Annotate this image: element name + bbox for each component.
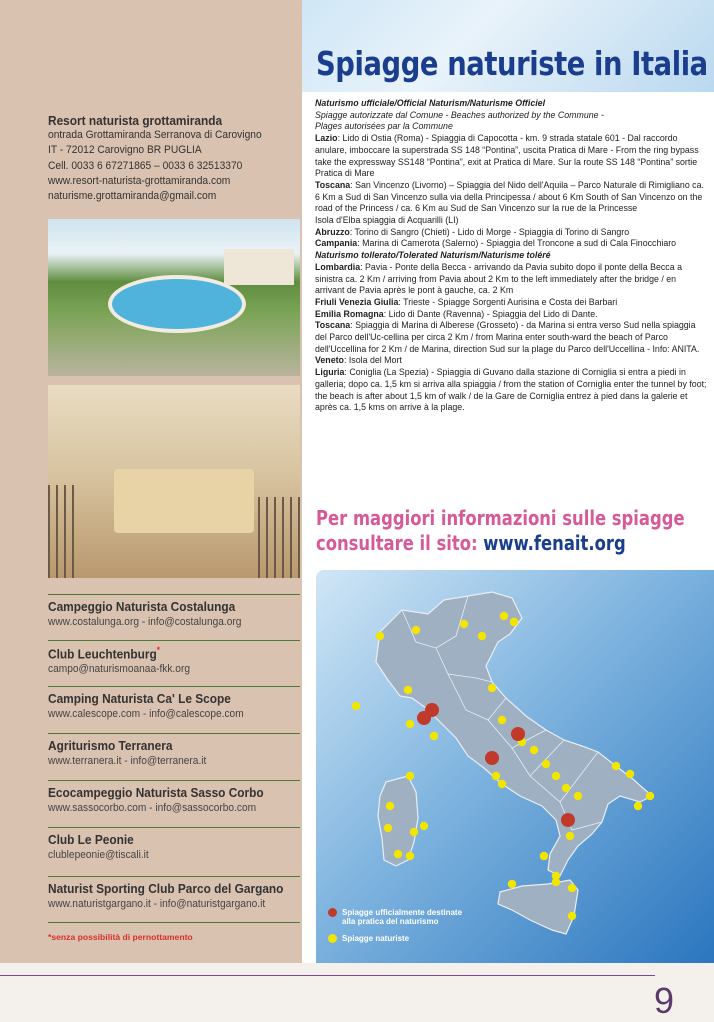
resort-phone: Cell. 0033 6 67271865 – 0033 6 32513370 <box>48 159 243 172</box>
naturist-beach-marker <box>568 912 576 920</box>
resort-email: naturisme.grottamiranda@gmail.com <box>48 190 217 203</box>
beach-description: : San Vincenzo (Livorno) – Spiaggia del Nido dell'Aquila – Parco Naturale di Rimigliano ca. 6 Km a Sud di San Vincenzo sulla via della Principessa / about 6 Km South of San Vincenzo on the road of the Princess / ca. 6 Km au Sud de San Vincenzo sur la rue de la Princesse <box>315 179 704 215</box>
beach-description: : Pavia - Ponte della Becca - arrivando da Pavia subito dopo il ponte della Becca a sinistra ca. 2 Km / arriving from Pavia about 2 Km to the left immediately after the bridge / en arrivant de Pavia après le pont à gauche, ca. 2 Km <box>315 261 682 297</box>
page-rule <box>0 975 655 976</box>
listing-contact: www.terranera.it - info@terranera.it <box>48 755 207 767</box>
page-title: Spiagge naturiste in Italia <box>316 44 708 83</box>
naturist-beach-marker <box>406 772 414 780</box>
listing-contact: www.sassocorbo.com - info@sassocorbo.com <box>48 802 257 814</box>
legend-item <box>328 934 472 943</box>
listing-name: Ecocampeggio Naturista Sasso Corbo <box>48 785 264 800</box>
beach-entry <box>315 355 707 367</box>
naturist-beach-marker <box>498 716 506 724</box>
listing-name: Agriturismo Terranera <box>48 738 173 753</box>
footnote: *senza possibilità di pernottamento <box>48 932 193 942</box>
naturist-beach-marker <box>412 626 420 634</box>
region-name: Lombardia <box>315 261 361 273</box>
listing-name: Camping Naturista Ca' Le Scope <box>48 691 231 706</box>
listing <box>48 827 300 861</box>
resort-city: IT - 72012 Carovigno BR PUGLIA <box>48 144 202 157</box>
region-name: Veneto <box>315 355 344 367</box>
more-info-line: consultare il sito: <box>316 531 478 555</box>
website-link[interactable]: www.fenait.org <box>483 531 626 555</box>
map-legend <box>328 908 472 951</box>
beach-description: : Isola del Mort <box>343 355 402 367</box>
official-beach-marker <box>485 751 499 765</box>
listing-name: Naturist Sporting Club Parco del Gargano <box>48 881 284 896</box>
resort-address: ontrada Grottamiranda Serranova di Carovigno <box>48 129 262 142</box>
no-overnight-mark: * <box>156 645 160 655</box>
resort-name: Resort naturista grottamiranda <box>48 113 223 128</box>
beach-entry <box>315 367 707 414</box>
listing <box>48 640 300 675</box>
region-name: Lazio <box>315 133 338 145</box>
naturist-beach-marker <box>540 852 548 860</box>
legend-item <box>328 908 472 926</box>
naturist-beach-marker <box>488 684 496 692</box>
region-name: Emilia Romagna <box>315 308 384 320</box>
naturist-beach-marker <box>562 784 570 792</box>
naturist-beach-marker <box>510 618 518 626</box>
official-beach-marker <box>417 711 431 725</box>
naturist-beach-marker <box>386 802 394 810</box>
naturist-beach-marker <box>552 872 560 880</box>
beach-description: : Marina di Camerota (Salerno) - Spiaggia del Troncone a sud di Cala Finocchiaro <box>357 238 677 250</box>
beach-entry <box>315 309 707 321</box>
naturist-beach-marker <box>500 612 508 620</box>
naturist-beach-marker <box>508 880 516 888</box>
listing-contact: www.naturistgargano.it - info@naturistgargano.it <box>48 898 266 910</box>
more-info-line: Per maggiori informazioni sulle spiagge <box>316 506 685 530</box>
beach-description: : Lido di Ostia (Roma) - Spiaggia di Capocotta - km. 9 strada statale 601 - Dal raccordo anulare, imboccare la superstrada SS 148 “Pontina”, uscita Pratica di Mare - From the ring bypass take the expressway SS148 “Pontina”, exit at Pratica di Mare. Sur la route SS 148 “Pontina” sortie Pratica di Mare <box>315 133 699 180</box>
official-beach-marker <box>561 813 575 827</box>
region-name: Campania <box>315 238 358 250</box>
naturist-beach-marker <box>384 824 392 832</box>
naturist-beach-marker <box>376 632 384 640</box>
naturist-beach-marker <box>542 760 550 768</box>
official-beach-marker <box>511 727 525 741</box>
listing-name-text: Club Leuchtenburg <box>48 646 157 662</box>
beach-list <box>315 98 707 414</box>
naturist-beach-marker <box>410 828 418 836</box>
beach-description: : Spiaggia di Marina di Alberese (Grosseto) - da Marina si entra verso Sud nella spiaggia del Parco dell'Uc-cellina per circa 2 Km / from Marina enter south-ward the beach of Parco dell'Uccellina for 2 Km / de Marina, direction Sud sur la plage du Parco dell'Uccellina - Info: ANITA. <box>315 320 700 355</box>
beach-description: : Trieste - Spiagge Sorgenti Aurisina e Costa dei Barbari <box>398 296 618 308</box>
naturist-dot-icon <box>328 934 337 943</box>
naturist-beach-marker <box>568 884 576 892</box>
region-name: Liguria <box>315 367 345 379</box>
naturist-beach-marker <box>352 702 360 710</box>
beach-description: : Coniglia (La Spezia) - Spiaggia di Guvano dalla stazione di Corniglia si entra a piedi in galleria; dopo ca. 1,5 km si arriva alla spiaggia / from the station of Corniglia enter the tunnel by foot; the beach is after about 1,5 km of walk / de la Gare de Corniglia entrez à pied dans la galerie et après ca. 1,5 kms on arrive à la plage. <box>315 367 707 414</box>
listing <box>48 594 300 628</box>
italy-map-graphic <box>316 570 714 963</box>
photo-railing <box>258 497 300 578</box>
italy-beaches-map <box>316 570 714 963</box>
listing-contact: clublepeonie@tiscali.it <box>48 849 149 861</box>
listing <box>48 876 300 910</box>
legend-label: Spiagge ufficialmente destinate alla pratica del naturismo <box>342 908 463 926</box>
naturist-beach-marker <box>646 792 654 800</box>
beach-entry <box>315 180 707 215</box>
naturist-beach-marker <box>574 792 582 800</box>
listing <box>48 733 300 767</box>
listing-name <box>48 645 275 661</box>
beach-entry <box>315 297 707 309</box>
naturist-beach-marker <box>530 746 538 754</box>
official-subtitle: Plages autorisées par la Commune <box>315 121 453 133</box>
page-number: 9 <box>654 980 675 1021</box>
naturist-beach-marker <box>430 732 438 740</box>
legend-label: Spiagge naturiste <box>342 934 410 943</box>
beach-description: Isola d'Elba spiaggia di Acquarilli (LI) <box>315 215 459 227</box>
region-name: Abruzzo <box>315 226 350 238</box>
naturist-beach-marker <box>406 720 414 728</box>
resort-website: www.resort-naturista-grottamiranda.com <box>48 174 231 187</box>
beach-description: : Lido di Dante (Ravenna) - Spiaggia del Lido di Dante. <box>383 308 598 320</box>
naturist-beach-marker <box>552 772 560 780</box>
naturist-beach-marker <box>498 780 506 788</box>
resort-info <box>48 113 300 204</box>
naturist-beach-marker <box>492 772 500 780</box>
photo-railing <box>48 485 78 578</box>
resort-bedroom-photo <box>48 385 300 578</box>
naturist-beach-marker <box>394 850 402 858</box>
listing-name: Campeggio Naturista Costalunga <box>48 599 236 614</box>
region-name: Toscana <box>315 179 351 191</box>
listing-divider <box>48 922 300 927</box>
naturist-beach-marker <box>478 632 486 640</box>
listing-contact: www.costalunga.org - info@costalunga.org <box>48 616 242 628</box>
beach-entry <box>315 227 707 239</box>
photo-bed <box>114 469 254 533</box>
beach-entry <box>315 262 707 297</box>
naturist-beach-marker <box>406 852 414 860</box>
official-heading: Naturismo ufficiale/Official Naturism/Naturisme Officiel <box>315 98 546 109</box>
beach-description: : Torino di Sangro (Chieti) - Lido di Morge - Spiaggia di Torino di Sangro <box>349 226 630 238</box>
listing-contact: www.calescope.com - info@calescope.com <box>48 708 244 720</box>
resort-pool-photo <box>48 219 300 376</box>
listing-contact: campo@naturismoanaa-fkk.org <box>48 663 191 676</box>
photo-building <box>224 249 294 285</box>
region-name: Friuli Venezia Giulia <box>315 296 399 308</box>
listing-name: Club Le Peonie <box>48 832 134 847</box>
beach-entry <box>315 133 707 180</box>
beach-entry <box>315 215 707 227</box>
naturist-beach-marker <box>612 762 620 770</box>
naturist-beach-marker <box>460 620 468 628</box>
naturist-beach-marker <box>404 686 412 694</box>
beach-entry <box>315 320 707 355</box>
naturist-beach-marker <box>634 802 642 810</box>
sicily-island <box>498 880 578 934</box>
tolerated-heading: Naturismo tollerato/Tolerated Naturism/Naturisme toléré <box>315 250 551 262</box>
official-dot-icon <box>328 908 337 917</box>
naturist-beach-marker <box>626 770 634 778</box>
region-name: Toscana <box>315 320 351 332</box>
naturist-beach-marker <box>420 822 428 830</box>
more-info <box>316 506 685 556</box>
beach-entry <box>315 238 707 250</box>
photo-pool <box>108 275 246 333</box>
listing <box>48 686 300 720</box>
listing <box>48 780 300 814</box>
official-subtitle: Spiagge autorizzate dal Comune - Beaches authorized by the Commune - <box>315 109 604 121</box>
naturist-beach-marker <box>566 832 574 840</box>
